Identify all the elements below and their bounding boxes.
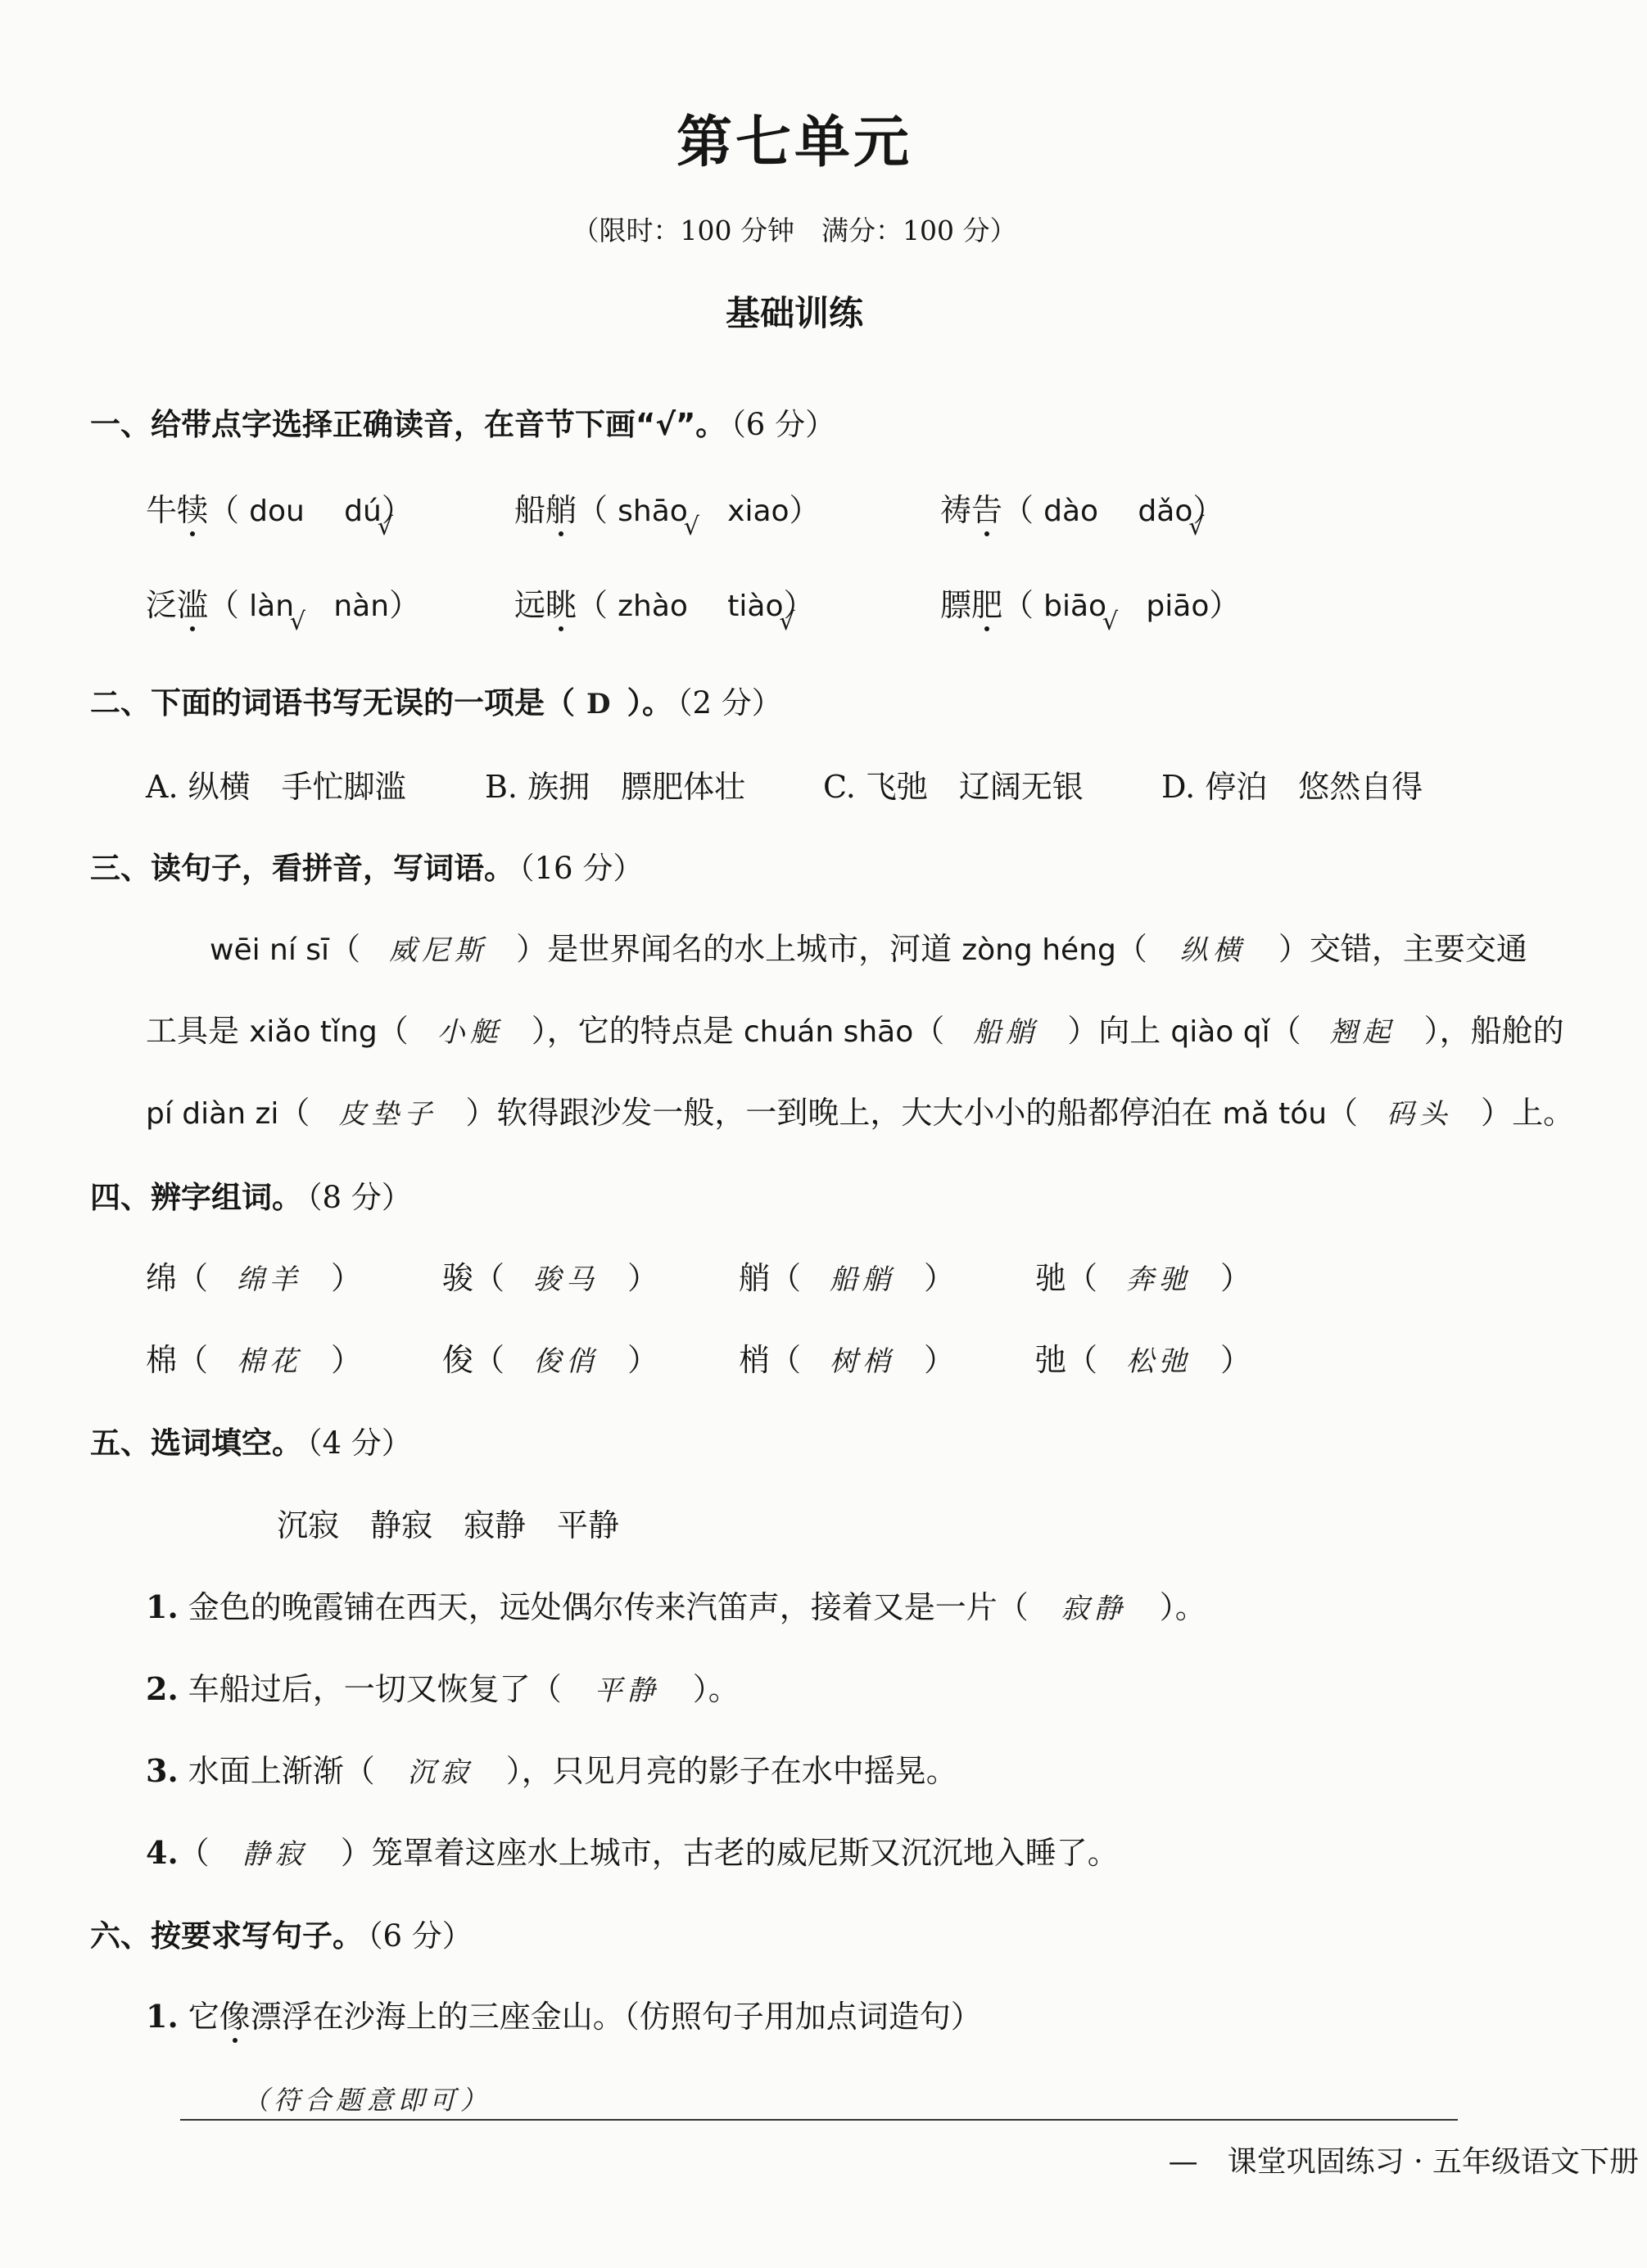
- q2-option-c: C. 飞弛 辽阔无银: [823, 769, 1084, 805]
- q4-item-7: 梢（ 树梢 ）: [739, 1335, 955, 1380]
- page-footer: — 课堂巩固练习 · 五年级语文下册: [1168, 2145, 1639, 2179]
- dotted-char: 像: [219, 1991, 251, 2036]
- q5-sentence-4: 4.（ 静寂 ）笼罩着这座水上城市，古老的威尼斯又沉沉地入睡了。: [146, 1828, 1119, 1873]
- fill-answer: 翘起: [1329, 1016, 1396, 1049]
- dotted-char: 滥: [177, 580, 208, 625]
- q4-item-2: 骏（ 骏马 ）: [442, 1253, 658, 1298]
- q4-item-5: 棉（ 棉花 ）: [146, 1335, 362, 1380]
- q1-item-3: 祷告（ dào dǎo √）: [940, 485, 1224, 530]
- fill-answer: 棉花: [237, 1345, 303, 1378]
- pinyin-option-checked: dǎo √: [1138, 495, 1192, 528]
- fill-answer: 码头: [1387, 1098, 1453, 1131]
- q4-item-3: 艄（ 船艄 ）: [739, 1253, 955, 1298]
- pinyin-option-checked: shāo √: [618, 495, 688, 528]
- q2-option-b: B. 族拥 膘肥体壮: [485, 769, 746, 805]
- pinyin-option: piāo: [1146, 590, 1210, 623]
- fill-answer: 小艇: [437, 1016, 503, 1049]
- dotted-char: 艄: [545, 485, 577, 530]
- fill-answer: 绵羊: [237, 1263, 303, 1296]
- q5-sentence-1: 1. 金色的晚霞铺在西天，远处偶尔传来汽笛声，接着又是一片（ 寂静 ）。: [146, 1582, 1206, 1627]
- answer-line: [180, 2119, 1458, 2121]
- pinyin-option: zhào: [618, 590, 688, 623]
- q6-sentence-1: 1. 它像漂浮在沙海上的三座金山。（仿照句子用加点词造句）: [146, 1991, 982, 2036]
- dotted-char: 犊: [177, 485, 208, 530]
- q2-answer: D: [586, 688, 616, 721]
- question-5-heading: 五、选词填空。 （4 分）: [90, 1425, 412, 1461]
- q5-sentence-2: 2. 车船过后，一切又恢复了（ 平静 ）。: [146, 1664, 740, 1709]
- question-1-score: （6 分）: [731, 407, 836, 442]
- fill-answer: 松弛: [1126, 1345, 1192, 1378]
- fill-answer: 俊俏: [533, 1345, 600, 1378]
- q2-option-d: D. 停泊 悠然自得: [1161, 769, 1423, 805]
- page-title: 第七单元: [676, 110, 912, 175]
- pinyin-option-checked: dú √: [344, 495, 382, 528]
- question-2-heading: 二、下面的词语书写无误的一项是（ D ）。 （2 分）: [90, 685, 782, 721]
- question-3-heading: 三、读句子，看拼音，写词语。 （16 分）: [90, 851, 644, 886]
- dotted-char: 眺: [545, 580, 577, 625]
- fill-answer: 沉寂: [407, 1756, 473, 1789]
- fill-answer: 骏马: [533, 1263, 600, 1296]
- q2-option-a: A. 纵横 手忙脚滥: [146, 769, 406, 805]
- q3-line-2: 工具是 xiǎo tǐng（ 小艇 ），它的特点是 chuán shāo（ 船艄 ）向上 qiào qǐ（ 翘起 ），船舱的: [146, 1005, 1564, 1050]
- question-1-text: 一、给带点字选择正确读音，在音节下画“√”。: [90, 407, 726, 442]
- q1-item-4: 泛滥（ làn √ nàn）: [146, 580, 420, 625]
- q3-line-1: wēi ní sī（ 威尼斯 ）是世界闻名的水上城市，河道 zòng héng（ 纵横 ）交错，主要交通: [210, 924, 1527, 969]
- dotted-char: 告: [971, 485, 1002, 530]
- q3-line-3: pí diàn zi（ 皮垫子 ）软得跟沙发一般，一到晚上，大大小小的船都停泊在 mǎ tóu（ 码头 ）上。: [146, 1087, 1574, 1132]
- fill-answer: 威尼斯: [389, 934, 488, 967]
- pinyin-option: dào: [1043, 495, 1099, 528]
- dotted-char: 肥: [971, 580, 1002, 625]
- q1-item-2: 船艄（ shāo √ xiao）: [514, 485, 821, 530]
- fill-answer: 树梢: [830, 1345, 896, 1378]
- time-and-score-note: （限时：100 分钟 满分：100 分）: [572, 215, 1017, 246]
- q6-handwritten-answer: （符合题意即可）: [242, 2085, 492, 2116]
- q5-word-bank: 沉寂 静寂 寂静 平静: [277, 1507, 620, 1543]
- pinyin-option-checked: tiào √: [727, 590, 783, 623]
- question-1-heading: [90, 400, 835, 444]
- q4-item-6: 俊（ 俊俏 ）: [442, 1335, 658, 1380]
- fill-answer: 纵横: [1179, 934, 1246, 967]
- fill-answer: 平静: [594, 1674, 660, 1707]
- pinyin-option: dou: [249, 495, 305, 528]
- question-4-heading: 四、辨字组词。 （8 分）: [90, 1180, 412, 1215]
- q4-item-8: 弛（ 松弛 ）: [1035, 1335, 1251, 1380]
- fill-answer: 静寂: [242, 1838, 308, 1871]
- q4-item-4: 驰（ 奔驰 ）: [1035, 1253, 1251, 1298]
- fill-answer: 寂静: [1061, 1593, 1127, 1625]
- q5-sentence-3: 3. 水面上渐渐（ 沉寂 ），只见月亮的影子在水中摇晃。: [146, 1746, 957, 1791]
- fill-answer: 船艄: [830, 1263, 896, 1296]
- fill-answer: 皮垫子: [338, 1098, 437, 1131]
- q1-item-5: 远眺（ zhào tiào √）: [514, 580, 815, 625]
- pinyin-option-checked: làn √: [249, 590, 294, 623]
- section-heading: 基础训练: [725, 293, 863, 333]
- pinyin-option-checked: biāo √: [1043, 590, 1106, 623]
- question-6-heading: 六、按要求写句子。 （6 分）: [90, 1918, 473, 1954]
- pinyin-option: xiao: [727, 495, 790, 528]
- fill-answer: 奔驰: [1126, 1263, 1192, 1296]
- q4-item-1: 绵（ 绵羊 ）: [146, 1253, 362, 1298]
- pinyin-option: nàn: [333, 590, 390, 623]
- fill-answer: 船艄: [973, 1016, 1039, 1049]
- q1-item-6: 膘肥（ biāo √ piāo）: [940, 580, 1240, 625]
- q1-item-1: 牛犊（ dou dú √）: [146, 485, 413, 530]
